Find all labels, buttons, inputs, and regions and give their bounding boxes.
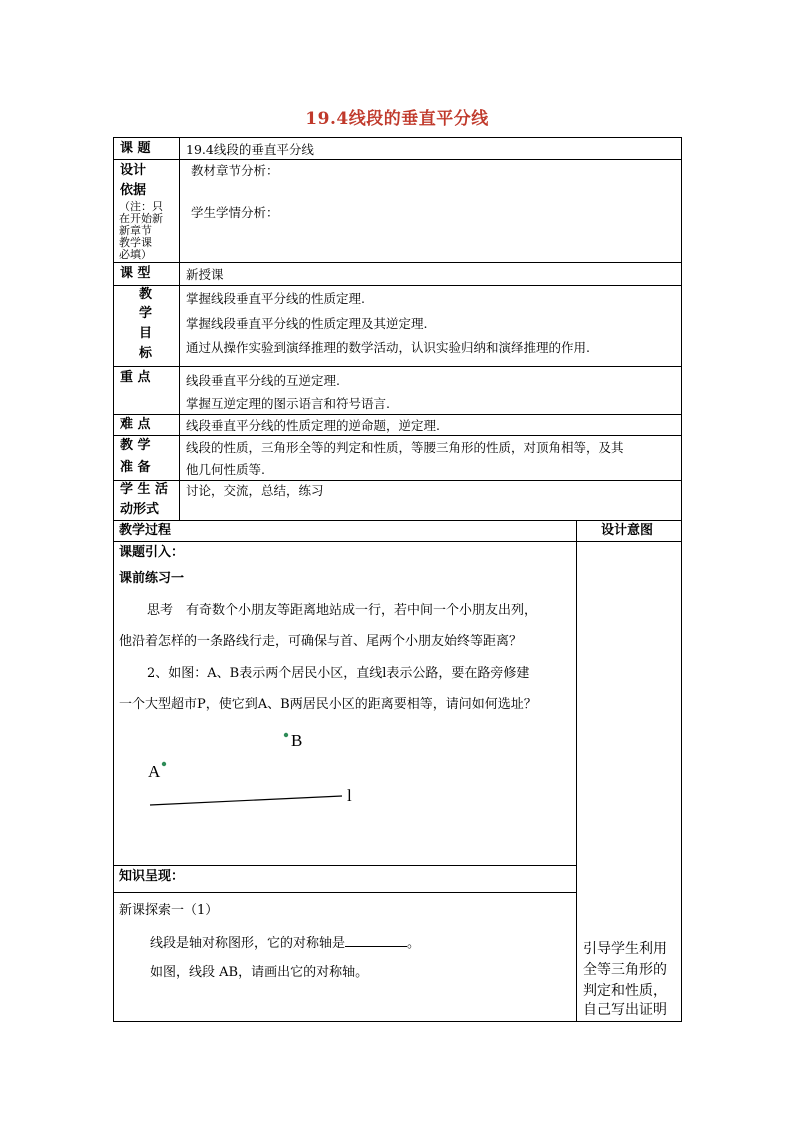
axis-question-text: 线段是轴对称图形，它的对称轴是	[150, 936, 346, 951]
question-2-line-1: 2、如图：A、B表示两个居民小区，直线l表示公路，要在路旁修建	[147, 666, 530, 681]
objective-label-4: 标	[139, 346, 153, 361]
objective-item-2: 掌握线段垂直平分线的性质定理及其逆定理.	[186, 316, 428, 331]
row-label-key-points: 重 点	[120, 370, 151, 385]
key-point-1: 线段垂直平分线的互逆定理.	[186, 373, 340, 388]
row-label-design-1: 设计	[120, 163, 147, 178]
design-note-1: （注：只	[119, 200, 163, 213]
design-note-2: 在开始新	[119, 212, 163, 225]
axis-question	[150, 934, 420, 953]
design-note-5: 必填）	[119, 248, 152, 261]
intent-line-1: 引导学生利用	[583, 941, 667, 957]
design-note-3: 新章节	[119, 224, 152, 237]
topic-value: 19.4线段的垂直平分线	[186, 142, 314, 157]
intro-heading: 课题引入：	[119, 545, 185, 560]
row-label-topic: 课 题	[120, 141, 151, 156]
warmup-heading: 课前练习一	[119, 571, 185, 586]
difficulty-value: 线段垂直平分线的性质定理的逆命题，逆定理.	[186, 418, 440, 433]
objective-label-3: 目	[139, 326, 153, 341]
page-title: 19.4线段的垂直平分线	[305, 109, 489, 129]
intent-line-3: 判定和性质，	[583, 983, 667, 999]
line-l-label: l	[347, 786, 352, 805]
explore-heading: 新课探索一（1）	[119, 903, 219, 918]
key-point-2: 掌握互逆定理的图示语言和符号语言.	[186, 396, 390, 411]
answer-blank	[345, 934, 407, 947]
point-a-label: A	[148, 762, 161, 781]
textbook-analysis-label: 教材章节分析：	[191, 163, 279, 178]
row-label-prep-2: 准 备	[120, 460, 151, 475]
process-header: 教学过程	[119, 523, 172, 538]
student-analysis-label: 学生学情分析：	[191, 205, 279, 220]
objective-label-1: 教	[139, 287, 153, 302]
activity-value: 讨论，交流，总结，练习	[186, 483, 324, 498]
question-1-line-1: 思考 有奇数个小朋友等距离地站成一行，若中间一个小朋友出列，	[147, 603, 538, 618]
objective-item-3: 通过从操作实验到演绎推理的数学活动，认识实验归纳和演绎推理的作用.	[186, 340, 590, 355]
point-a-dot	[162, 762, 166, 766]
row-label-type: 课 型	[120, 266, 151, 281]
design-note-4: 教学课	[119, 236, 152, 249]
point-b-dot	[284, 733, 288, 737]
point-b-label: B	[291, 731, 303, 750]
row-label-prep-1: 教 学	[120, 438, 151, 453]
question-1-line-2: 他沿着怎样的一条路线行走，可确保与首、尾两个小朋友始终等距离？	[119, 634, 523, 649]
row-label-design-2: 依据	[120, 183, 147, 198]
row-label-activity-1: 学 生 活	[120, 482, 169, 497]
lesson-type-value: 新授课	[186, 267, 224, 282]
row-label-activity-2: 动形式	[120, 502, 160, 517]
row-label-difficulty: 难 点	[120, 417, 151, 432]
question-2-line-2: 一个大型超市P，使它到A、B两居民小区的距离要相等，请问如何选址？	[119, 697, 537, 712]
prep-line-2: 他几何性质等.	[186, 462, 265, 477]
intent-line-2: 全等三角形的	[583, 962, 667, 978]
draw-axis-instruction: 如图，线段 AB，请画出它的对称轴。	[150, 965, 369, 980]
axis-question-end: 。	[407, 936, 421, 951]
objective-label-2: 学	[139, 306, 153, 321]
intent-line-4: 自己写出证明	[583, 1002, 667, 1018]
road-line	[150, 796, 342, 805]
objective-item-1: 掌握线段垂直平分线的性质定理.	[186, 291, 365, 306]
intent-header: 设计意图	[601, 523, 654, 538]
prep-line-1: 线段的性质，三角形全等的判定和性质，等腰三角形的性质，对顶角相等，及其	[186, 440, 624, 455]
points-line-figure	[140, 725, 380, 815]
knowledge-heading: 知识呈现：	[119, 869, 185, 884]
